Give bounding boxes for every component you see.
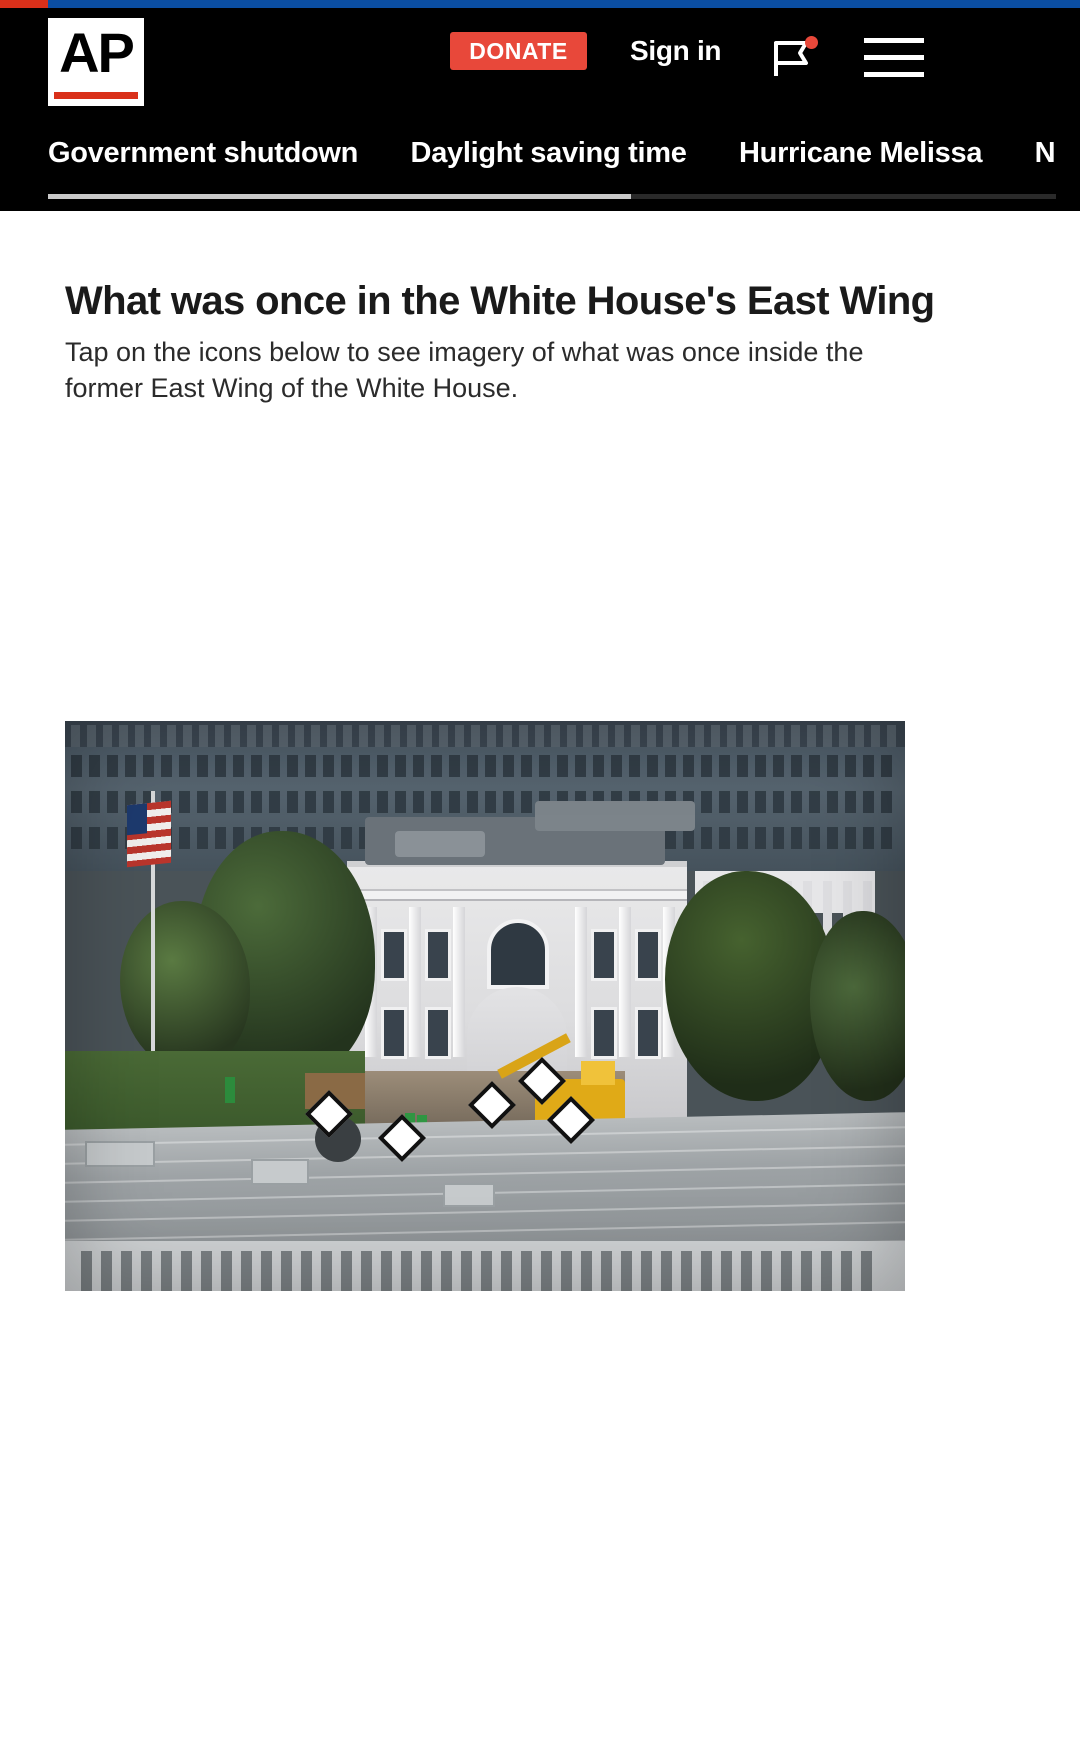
roof-vent-3 [85, 1141, 155, 1167]
page-title: What was once in the White House's East Wing [65, 279, 935, 323]
background-window [881, 827, 892, 849]
background-window [791, 791, 802, 813]
background-window [215, 791, 226, 813]
background-window [107, 791, 118, 813]
background-roof-dormer [167, 725, 176, 747]
background-window [323, 755, 334, 777]
background-roof-dormer [455, 725, 464, 747]
background-window [755, 755, 766, 777]
parapet-baluster [81, 1251, 92, 1291]
foreground-parapet [65, 1241, 905, 1291]
background-window [521, 755, 532, 777]
background-window [215, 755, 226, 777]
parapet-baluster [641, 1251, 652, 1291]
parapet-baluster [541, 1251, 552, 1291]
interactive-photo[interactable] [65, 721, 905, 1291]
background-window [215, 827, 226, 849]
background-window [395, 755, 406, 777]
background-window [521, 791, 532, 813]
background-window [431, 791, 442, 813]
background-window [269, 755, 280, 777]
ap-logo-text: AP [59, 21, 133, 84]
background-roof-dormer [423, 725, 432, 747]
background-window [755, 791, 766, 813]
parapet-baluster [301, 1251, 312, 1291]
background-window [233, 791, 244, 813]
background-window [197, 791, 208, 813]
sign-in-link[interactable]: Sign in [630, 35, 722, 66]
background-window [143, 755, 154, 777]
parapet-baluster [441, 1251, 452, 1291]
background-window [413, 755, 424, 777]
background-window [863, 827, 874, 849]
background-window [665, 755, 676, 777]
background-window [737, 791, 748, 813]
parapet-baluster [801, 1251, 812, 1291]
ap-logo-underline [54, 92, 138, 99]
parapet-baluster [201, 1251, 212, 1291]
background-roof-dormer [679, 725, 688, 747]
construction-worker-1 [225, 1077, 235, 1103]
background-window [845, 791, 856, 813]
background-window [359, 755, 370, 777]
parapet-baluster [321, 1251, 332, 1291]
parapet-baluster [181, 1251, 192, 1291]
rooftop-structure-c [395, 831, 485, 857]
background-roof-dormer [183, 725, 192, 747]
parapet-baluster [661, 1251, 672, 1291]
background-window [791, 827, 802, 849]
background-roofline [65, 721, 905, 747]
facade-window-6 [425, 1007, 451, 1059]
parapet-baluster [241, 1251, 252, 1291]
tree-right-large [665, 871, 835, 1101]
parapet-baluster [341, 1251, 352, 1291]
background-window [557, 755, 568, 777]
parapet-baluster [121, 1251, 132, 1291]
background-roof-dormer [839, 725, 848, 747]
hamburger-line-1 [864, 38, 924, 43]
background-window [287, 791, 298, 813]
background-window-row-2 [65, 791, 905, 817]
parapet-baluster [561, 1251, 572, 1291]
topic-nav-item-0[interactable]: Government shutdown [48, 137, 359, 169]
background-window [449, 755, 460, 777]
background-roof-dormer [743, 725, 752, 747]
topic-nav-item-3[interactable]: N [1034, 137, 1056, 169]
ap-logo[interactable] [48, 18, 144, 106]
background-roof-dormer [807, 725, 816, 747]
background-window [791, 755, 802, 777]
parapet-baluster [741, 1251, 752, 1291]
background-window [863, 755, 874, 777]
background-window [701, 791, 712, 813]
background-roof-dormer [199, 725, 208, 747]
background-window [197, 755, 208, 777]
background-roof-dormer [583, 725, 592, 747]
background-window [359, 791, 370, 813]
parapet-baluster [421, 1251, 432, 1291]
parapet-baluster [261, 1251, 272, 1291]
topic-nav-scrollbar-thumb[interactable] [48, 194, 631, 199]
background-window [179, 755, 190, 777]
parapet-baluster [101, 1251, 112, 1291]
background-window [575, 755, 586, 777]
background-window [431, 755, 442, 777]
background-window [629, 755, 640, 777]
background-roof-dormer [295, 725, 304, 747]
american-flag [127, 801, 171, 868]
background-roof-dormer [487, 725, 496, 747]
background-window [71, 791, 82, 813]
background-window [107, 755, 118, 777]
background-window [449, 791, 460, 813]
background-window [305, 791, 316, 813]
background-window [71, 755, 82, 777]
roof-seam [65, 1221, 905, 1241]
parapet-baluster [141, 1251, 152, 1291]
parapet-baluster [681, 1251, 692, 1291]
facade-cornice [347, 889, 687, 901]
background-window [593, 755, 604, 777]
background-roof-dormer [311, 725, 320, 747]
background-roof-dormer [519, 725, 528, 747]
background-window [71, 827, 82, 849]
background-window [611, 755, 622, 777]
background-window-row-1 [65, 755, 905, 781]
background-roof-dormer [215, 725, 224, 747]
background-window [413, 791, 424, 813]
background-roof-dormer [135, 725, 144, 747]
background-roof-dormer [391, 725, 400, 747]
background-window [341, 827, 352, 849]
background-roof-dormer [151, 725, 160, 747]
background-window [827, 827, 838, 849]
background-roof-dormer [855, 725, 864, 747]
roof-seam [65, 1145, 905, 1165]
background-roof-dormer [343, 725, 352, 747]
excavator-cab [581, 1061, 615, 1085]
background-window [737, 755, 748, 777]
facade-window-8 [635, 1007, 661, 1059]
background-window [881, 755, 892, 777]
parapet-baluster [721, 1251, 732, 1291]
background-roof-dormer [871, 725, 880, 747]
background-window [773, 755, 784, 777]
background-window [341, 791, 352, 813]
parapet-baluster [381, 1251, 392, 1291]
background-window [107, 827, 118, 849]
topic-nav-item-1[interactable]: Daylight saving time [410, 137, 687, 169]
background-window [89, 791, 100, 813]
background-window [881, 791, 892, 813]
parapet-baluster [841, 1251, 852, 1291]
background-window [719, 791, 730, 813]
background-roof-dormer [791, 725, 800, 747]
roof-vent-2 [443, 1183, 495, 1207]
facade-column-2 [409, 907, 421, 1057]
facade-window-1 [381, 929, 407, 981]
facade-column-3 [453, 907, 465, 1057]
roof-vent-1 [251, 1159, 309, 1185]
top-accent-bar [0, 0, 1080, 8]
facade-window-4 [635, 929, 661, 981]
background-window [323, 791, 334, 813]
tree-far-right [810, 911, 905, 1101]
background-roof-dormer [663, 725, 672, 747]
facade-arched-window [487, 919, 549, 989]
accent-blue-segment [48, 0, 1080, 8]
facade-window-2 [425, 929, 451, 981]
parapet-baluster [281, 1251, 292, 1291]
background-roof-dormer [327, 725, 336, 747]
background-roof-dormer [439, 725, 448, 747]
background-window [809, 755, 820, 777]
background-window [539, 755, 550, 777]
parapet-baluster [521, 1251, 532, 1291]
background-window [197, 827, 208, 849]
background-window [773, 791, 784, 813]
background-window [233, 755, 244, 777]
background-window [809, 791, 820, 813]
background-roof-dormer [759, 725, 768, 747]
background-roof-dormer [535, 725, 544, 747]
background-window [845, 755, 856, 777]
accent-red-segment [0, 0, 48, 8]
background-window [647, 755, 658, 777]
background-roof-dormer [231, 725, 240, 747]
topic-nav-item-2[interactable]: Hurricane Melissa [739, 137, 983, 169]
background-window [863, 791, 874, 813]
tree-far-left [120, 901, 250, 1071]
background-window [377, 791, 388, 813]
background-roof-dormer [647, 725, 656, 747]
background-window [89, 827, 100, 849]
background-window [251, 755, 262, 777]
facade-window-7 [591, 1007, 617, 1059]
background-roof-dormer [407, 725, 416, 747]
notification-badge [805, 36, 818, 49]
background-roof-dormer [119, 725, 128, 747]
roof-seam [65, 1164, 905, 1184]
background-window [845, 827, 856, 849]
background-window [125, 755, 136, 777]
facade-column-4 [575, 907, 587, 1057]
background-roof-dormer [599, 725, 608, 747]
parapet-baluster [761, 1251, 772, 1291]
background-roof-dormer [375, 725, 384, 747]
background-roof-dormer [887, 725, 896, 747]
background-window [503, 791, 514, 813]
background-window [755, 827, 766, 849]
background-window [161, 755, 172, 777]
facade-window-3 [591, 929, 617, 981]
parapet-baluster [581, 1251, 592, 1291]
background-window [809, 827, 820, 849]
parapet-baluster [481, 1251, 492, 1291]
background-roof-dormer [711, 725, 720, 747]
background-roof-dormer [567, 725, 576, 747]
background-window [485, 755, 496, 777]
background-roof-dormer [263, 725, 272, 747]
hamburger-line-2 [864, 55, 924, 60]
background-window [683, 755, 694, 777]
parapet-baluster [461, 1251, 472, 1291]
background-window [269, 791, 280, 813]
parapet-baluster [501, 1251, 512, 1291]
background-roof-dormer [471, 725, 480, 747]
background-window [467, 755, 478, 777]
main-content [0, 211, 1080, 1748]
background-roof-dormer [615, 725, 624, 747]
background-roof-dormer [503, 725, 512, 747]
parapet-baluster [781, 1251, 792, 1291]
hamburger-line-3 [864, 72, 924, 77]
background-window [395, 791, 406, 813]
parapet-baluster [701, 1251, 712, 1291]
background-window [341, 755, 352, 777]
background-roof-dormer [775, 725, 784, 747]
background-window [305, 755, 316, 777]
parapet-baluster [861, 1251, 872, 1291]
background-window [773, 827, 784, 849]
background-window [503, 755, 514, 777]
background-window [179, 791, 190, 813]
parapet-baluster [401, 1251, 412, 1291]
background-roof-dormer [695, 725, 704, 747]
background-window [701, 755, 712, 777]
site-header [0, 8, 1080, 211]
background-window [719, 755, 730, 777]
background-window [827, 755, 838, 777]
background-window [251, 791, 262, 813]
hamburger-menu-icon[interactable] [864, 38, 924, 78]
parapet-baluster [161, 1251, 172, 1291]
donate-button[interactable]: DONATE [450, 32, 587, 70]
background-window [467, 791, 478, 813]
background-window [719, 827, 730, 849]
background-window [377, 755, 388, 777]
parapet-baluster [221, 1251, 232, 1291]
parapet-baluster [601, 1251, 612, 1291]
facade-window-5 [381, 1007, 407, 1059]
background-roof-dormer [279, 725, 288, 747]
flag-canton [127, 803, 147, 835]
background-window [701, 827, 712, 849]
background-roof-dormer [359, 725, 368, 747]
background-roof-dormer [631, 725, 640, 747]
parapet-baluster [621, 1251, 632, 1291]
parapet-baluster [361, 1251, 372, 1291]
background-roof-dormer [71, 725, 80, 747]
background-window [89, 755, 100, 777]
background-roof-dormer [103, 725, 112, 747]
rooftop-structure-b [535, 801, 695, 831]
page-subhead: Tap on the icons below to see imagery of what was once inside the former East Wing of the White House. [65, 337, 864, 403]
background-roof-dormer [87, 725, 96, 747]
parapet-baluster [821, 1251, 832, 1291]
flag-icon[interactable] [770, 36, 818, 78]
facade-column-5 [619, 907, 631, 1057]
background-roof-dormer [247, 725, 256, 747]
background-window [179, 827, 190, 849]
roof-seam [65, 1126, 905, 1146]
background-window [485, 791, 496, 813]
background-roof-dormer [727, 725, 736, 747]
background-window [737, 827, 748, 849]
background-window [827, 791, 838, 813]
background-window [287, 755, 298, 777]
background-roof-dormer [823, 725, 832, 747]
background-roof-dormer [551, 725, 560, 747]
